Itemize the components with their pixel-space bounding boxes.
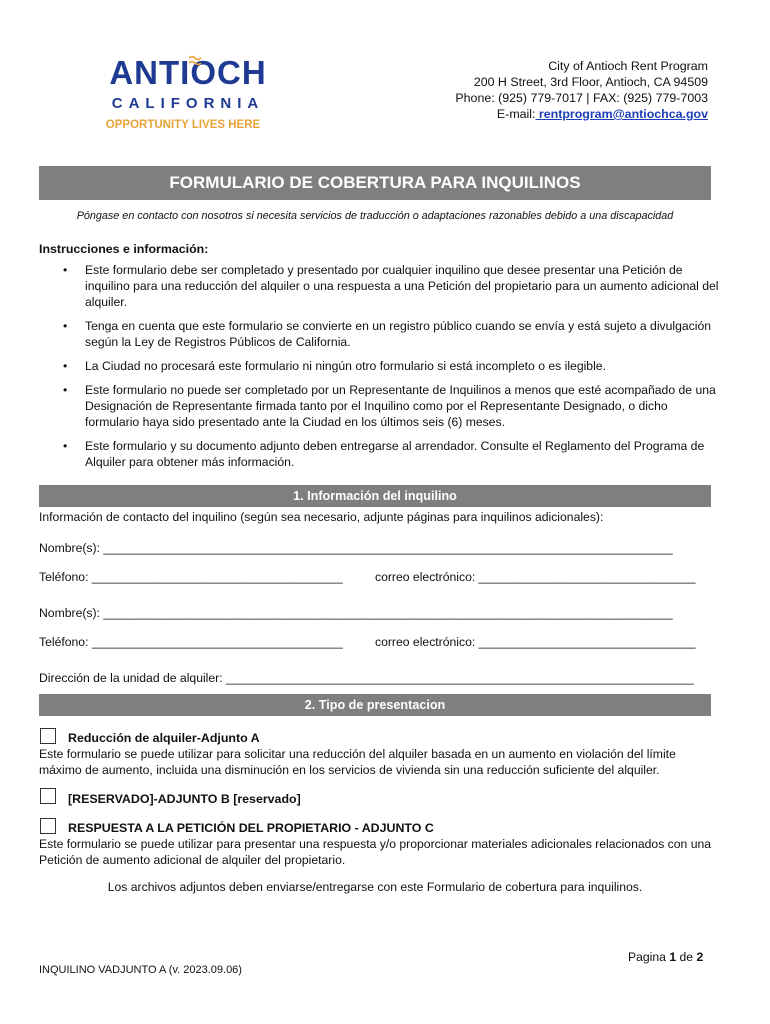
instruction-item: • Tenga en cuenta que este formulario se convierte en un registro público cuando se envía y está sujeto a divulgación según la Ley de Registros Públicos de California. bbox=[85, 318, 719, 350]
tenant-email-field-2[interactable]: correo electrónico: ________________________________ bbox=[375, 635, 696, 649]
option-b-checkbox[interactable] bbox=[40, 788, 56, 804]
instruction-item: • Este formulario debe ser completado y presentado por cualquier inquilino que desee presentar una Petición de inquilino para una reducción del alquiler o una respuesta a una Petición del propietario para un aumento adicional del alquiler. bbox=[85, 262, 719, 310]
option-c-description: Este formulario se puede utilizar para presentar una respuesta y/o proporcionar materiales adicionales relacionados con una Petición de aumento adicional de alquiler del propietario. bbox=[39, 837, 712, 867]
email-label: E-mail: bbox=[496, 107, 536, 121]
antioch-logo bbox=[88, 54, 288, 134]
attachments-note: Los archivos adjuntos deben enviarse/entregarse con este Formulario de cobertura para inquilinos. bbox=[107, 880, 643, 894]
instructions-list bbox=[39, 262, 719, 478]
page-mid: de bbox=[676, 950, 697, 964]
page-number bbox=[628, 950, 703, 964]
option-c-checkbox[interactable] bbox=[40, 818, 56, 834]
tenant-name-field-1[interactable]: Nombre(s): ____________________________________________________________________________________ bbox=[39, 541, 673, 555]
tenant-phone-field-1[interactable]: Teléfono: _____________________________________ bbox=[39, 570, 343, 584]
form-version: INQUILINO VADJUNTO A (v. 2023.09.06) bbox=[39, 964, 242, 976]
org-address: 200 H Street, 3rd Floor, Antioch, CA 94509 bbox=[473, 75, 708, 89]
option-b-label: [RESERVADO]-ADJUNTO B [reservado] bbox=[68, 792, 301, 806]
section1-header: 1. Información del inquilino bbox=[39, 485, 711, 507]
tenant-email-field-1[interactable]: correo electrónico: ________________________________ bbox=[375, 570, 696, 584]
org-name: City of Antioch Rent Program bbox=[548, 59, 708, 73]
option-a-description: Este formulario se puede utilizar para solicitar una reducción del alquiler basada en un aumento en violación del límite máximo de aumento, incluida una disminución en los servicios de vivienda sin una reducción suficiente del alquiler. bbox=[39, 747, 676, 777]
option-c-label: RESPUESTA A LA PETICIÓN DEL PROPIETARIO - ADJUNTO C bbox=[68, 821, 434, 835]
page-total: 2 bbox=[696, 950, 704, 964]
instruction-item: • Este formulario no puede ser completado por un Representante de Inquilinos a menos que esté acompañado de una Designación de Representante firmada tanto por el Inquilino como por el Representante Designado, o dicho formulario haya sido presentado ante la Ciudad en los últimos seis (6) meses. bbox=[85, 382, 719, 430]
logo-tagline: OPPORTUNITY LIVES HERE bbox=[105, 119, 261, 131]
option-a-label: Reducción de alquiler-Adjunto A bbox=[68, 731, 260, 745]
tenant-name-field-2[interactable]: Nombre(s): ____________________________________________________________________________________ bbox=[39, 606, 673, 620]
rental-unit-address-field[interactable]: Dirección de la unidad de alquiler: _____________________________________________________________________ bbox=[39, 671, 694, 685]
email-row bbox=[455, 106, 708, 122]
section2-header: 2. Tipo de presentacion bbox=[39, 694, 711, 716]
logo-name: ANTIOCH bbox=[109, 54, 267, 91]
section1-intro: Información de contacto del inquilino (según sea necesario, adjunte páginas para inquilinos adicionales): bbox=[39, 510, 604, 524]
logo-state: CALIFORNIA bbox=[111, 95, 265, 112]
form-title: FORMULARIO DE COBERTURA PARA INQUILINOS bbox=[39, 166, 711, 200]
page-current: 1 bbox=[669, 950, 677, 964]
translation-notice: Póngase en contacto con nosotros si necesita servicios de traducción o adaptaciones razonables debido a una discapacidad bbox=[76, 210, 674, 222]
instruction-item: • Este formulario y su documento adjunto deben entregarse al arrendador. Consulte el Reglamento del Programa de Alquiler para obtener más información. bbox=[85, 438, 719, 470]
instructions-heading: Instrucciones e información: bbox=[39, 242, 209, 256]
instruction-item: • La Ciudad no procesará este formulario ni ningún otro formulario si está incompleto o es ilegible. bbox=[85, 358, 719, 374]
address-block bbox=[455, 58, 708, 122]
tenant-phone-field-2[interactable]: Teléfono: _____________________________________ bbox=[39, 635, 343, 649]
page-prefix: Pagina bbox=[628, 950, 670, 964]
option-a-checkbox[interactable] bbox=[40, 728, 56, 744]
email-link[interactable]: rentprogram@antiochca.gov bbox=[535, 107, 708, 121]
phone-fax: Phone: (925) 779-7017 | FAX: (925) 779-7003 bbox=[455, 91, 708, 105]
